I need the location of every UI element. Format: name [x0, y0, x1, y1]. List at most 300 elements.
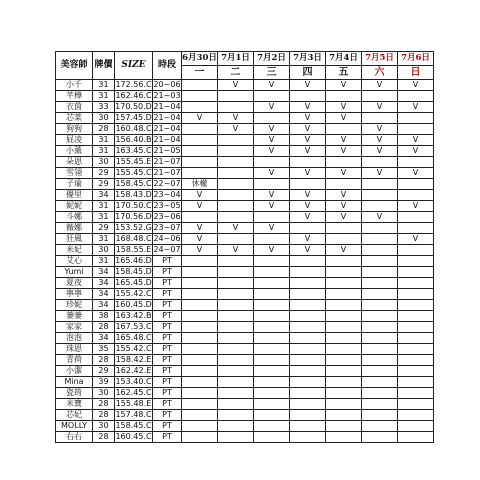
day-cell [362, 157, 398, 168]
day-cell [290, 410, 326, 421]
size-cell: 157.45.D [115, 113, 152, 122]
table-row [56, 410, 434, 421]
day-cell [398, 157, 434, 168]
day-cell: V [326, 80, 362, 91]
name-cell: 寧寧 [56, 289, 93, 300]
slot-cell: 23~05 [153, 201, 181, 210]
day-cell [254, 421, 290, 432]
day-cell [290, 322, 326, 333]
day-cell [290, 179, 326, 190]
day-cell [398, 223, 434, 234]
day-cell [182, 80, 218, 91]
day-cell [362, 223, 398, 234]
slot-cell: PT [153, 322, 182, 333]
day-cell [254, 377, 290, 388]
day-cell [290, 399, 326, 410]
header-date: 7月1日 [218, 52, 254, 66]
day-cell [290, 91, 326, 102]
number-cell: 34 [93, 300, 115, 311]
day-cell [254, 399, 290, 410]
day-cell [254, 322, 290, 333]
day-cell [218, 432, 254, 443]
day-cell [182, 366, 218, 377]
day-cell: V [290, 245, 326, 256]
table-row [56, 157, 434, 168]
size-cell: 153.52.G [115, 223, 152, 232]
day-cell: V [362, 80, 398, 91]
day-cell [362, 91, 398, 102]
day-cell [398, 399, 434, 410]
day-cell [218, 333, 254, 344]
name-cell: 家家 [56, 322, 93, 333]
day-cell [398, 113, 434, 124]
slot-cell: PT [153, 256, 182, 267]
table-row [56, 190, 434, 201]
day-cell [254, 113, 290, 124]
day-cell: V [290, 201, 326, 212]
day-cell: V [398, 146, 434, 157]
size-cell: 165.48.C [115, 333, 152, 342]
name-cell: 米妃 [56, 245, 93, 256]
name-cell: 衣茵 [56, 102, 93, 113]
day-cell [362, 113, 398, 124]
slot-cell: PT [153, 432, 182, 443]
slot-cell: PT [153, 377, 182, 388]
header-slot: 時段 [153, 52, 182, 80]
day-cell: V [254, 80, 290, 91]
day-cell [182, 168, 218, 179]
slot-cell: PT [153, 267, 182, 278]
day-cell [290, 355, 326, 366]
day-cell [326, 234, 362, 245]
day-cell [182, 102, 218, 113]
table-row [56, 146, 434, 157]
day-cell [398, 289, 434, 300]
day-cell [398, 410, 434, 421]
slot-cell: 21~05 [153, 146, 181, 155]
number-cell: 34 [93, 278, 115, 289]
day-cell [218, 102, 254, 113]
slot-cell: PT [153, 410, 182, 421]
table-row [56, 311, 434, 322]
day-cell [254, 366, 290, 377]
day-cell [182, 157, 218, 168]
size-cell: 163.45.C [115, 146, 152, 155]
name-cell: 優里 [56, 190, 93, 201]
schedule-table [55, 51, 434, 443]
day-cell [254, 344, 290, 355]
name-cell: 妮妮 [56, 201, 93, 212]
slot-cell: 20~06 [153, 80, 181, 89]
size-cell: 155.48.E [115, 399, 152, 408]
day-cell [290, 432, 326, 443]
name-cell: 芯妃 [56, 410, 93, 421]
day-cell [182, 300, 218, 311]
day-cell [362, 267, 398, 278]
day-cell [182, 256, 218, 267]
day-cell [182, 289, 218, 300]
table-row [56, 355, 434, 366]
day-cell: V [182, 234, 218, 245]
table-row [56, 333, 434, 344]
header-date: 7月2日 [254, 52, 290, 66]
number-cell: 28 [93, 410, 115, 421]
day-cell [326, 344, 362, 355]
number-cell: 28 [93, 124, 115, 135]
table-row [56, 256, 434, 267]
number-cell: 31 [93, 256, 115, 267]
day-cell: V [398, 201, 434, 212]
day-cell [326, 124, 362, 135]
day-cell [182, 322, 218, 333]
table-row [56, 377, 434, 388]
slot-cell: 21~04 [153, 135, 181, 144]
table-row [56, 124, 434, 135]
number-cell: 31 [93, 91, 115, 102]
name-cell: Yumi [56, 267, 93, 278]
slot-cell: 21~07 [153, 157, 181, 166]
number-cell: 39 [93, 377, 115, 388]
day-cell: V [218, 113, 254, 124]
day-cell [362, 410, 398, 421]
size-cell: 163.42.B [115, 311, 152, 320]
header-date: 7月3日 [290, 52, 326, 66]
table-row [56, 135, 434, 146]
size-cell: 158.45.C [115, 421, 152, 430]
day-cell [254, 256, 290, 267]
slot-cell: PT [153, 300, 182, 311]
day-cell [398, 300, 434, 311]
slot-cell: PT [153, 355, 182, 366]
number-cell: 38 [93, 311, 115, 322]
name-cell: 米寶 [56, 399, 93, 410]
day-cell: V [398, 80, 434, 91]
slot-cell: 22~07 [153, 179, 181, 188]
table-row [56, 267, 434, 278]
size-cell: 167.53.C [115, 322, 152, 331]
size-cell: 160.48.C [115, 124, 152, 133]
day-cell [182, 124, 218, 135]
day-cell [182, 399, 218, 410]
day-cell [362, 201, 398, 212]
day-cell [362, 245, 398, 256]
day-cell [398, 256, 434, 267]
table-row [56, 80, 434, 91]
day-cell [290, 333, 326, 344]
name-cell: 小千 [56, 80, 93, 91]
number-cell: 31 [93, 234, 115, 245]
day-cell [182, 421, 218, 432]
table-row [56, 234, 434, 245]
day-cell [398, 267, 434, 278]
day-cell: V [182, 201, 218, 212]
day-cell [290, 366, 326, 377]
table-row [56, 102, 434, 113]
header-weekday: 二 [218, 66, 254, 80]
day-cell [362, 432, 398, 443]
day-cell [326, 421, 362, 432]
size-cell: 155.45.C [115, 168, 152, 177]
day-cell [362, 278, 398, 289]
slot-cell: PT [153, 388, 182, 399]
day-cell [218, 355, 254, 366]
day-cell [398, 311, 434, 322]
header-name: 美容師 [56, 52, 93, 80]
size-cell: 156.40.B [115, 135, 152, 144]
day-cell [218, 157, 254, 168]
number-cell: 31 [93, 80, 115, 91]
day-cell [182, 333, 218, 344]
day-cell: V [362, 124, 398, 135]
slot-cell: 21~04 [153, 113, 181, 122]
header-date: 6月30日 [182, 52, 218, 66]
slot-cell: PT [153, 278, 182, 289]
slot-cell: PT [153, 333, 182, 344]
size-cell: 162.42.E [115, 366, 152, 375]
day-cell [398, 366, 434, 377]
number-cell: 29 [93, 223, 115, 234]
day-cell [254, 432, 290, 443]
day-cell [326, 157, 362, 168]
number-cell: 31 [93, 146, 115, 157]
day-cell [362, 311, 398, 322]
size-cell: 162.46.C [115, 91, 152, 100]
day-cell [398, 322, 434, 333]
day-cell: V [326, 245, 362, 256]
day-cell [398, 377, 434, 388]
header-date: 7月4日 [326, 52, 362, 66]
day-cell [326, 377, 362, 388]
size-cell: 168.48.C [115, 234, 152, 243]
day-cell: V [362, 146, 398, 157]
size-cell: 162.45.C [115, 388, 152, 397]
day-cell [362, 399, 398, 410]
day-cell [218, 399, 254, 410]
table-row [56, 212, 434, 223]
day-cell: V [254, 223, 290, 234]
table-row [56, 168, 434, 179]
day-cell [290, 223, 326, 234]
day-cell [326, 223, 362, 234]
day-cell [326, 91, 362, 102]
name-cell: 萋萋 [56, 311, 93, 322]
day-cell [290, 344, 326, 355]
name-cell: 雪翎 [56, 168, 93, 179]
day-cell: V [290, 146, 326, 157]
name-cell: 芯菜 [56, 113, 93, 124]
day-cell [362, 421, 398, 432]
name-cell: 瓷筠 [56, 388, 93, 399]
slot-cell: 23~04 [153, 190, 181, 199]
name-cell: 狗狗 [56, 124, 93, 135]
header-date: 7月5日 [362, 52, 398, 66]
name-cell: 泡泡 [56, 333, 93, 344]
name-cell: 芊樺 [56, 91, 93, 102]
number-cell: 34 [93, 267, 115, 278]
day-cell: V [182, 245, 218, 256]
size-cell: 170.56.D [115, 212, 152, 221]
table-row [56, 344, 434, 355]
header-date: 7月6日 [398, 52, 434, 66]
day-cell: V [182, 113, 218, 124]
slot-cell: PT [153, 289, 182, 300]
day-cell [218, 91, 254, 102]
day-cell [326, 432, 362, 443]
day-cell [182, 388, 218, 399]
table-row [56, 223, 434, 234]
day-cell [362, 179, 398, 190]
table-row [56, 399, 434, 410]
day-cell [254, 212, 290, 223]
day-cell: V [182, 190, 218, 201]
day-cell [326, 278, 362, 289]
date-header-row [56, 52, 434, 66]
day-cell [326, 256, 362, 267]
day-cell [254, 300, 290, 311]
day-cell: V [182, 223, 218, 234]
size-cell: 170.50.C [115, 201, 152, 210]
day-cell: V [254, 201, 290, 212]
name-cell: 朵恩 [56, 157, 93, 168]
size-cell: 158.45.C [115, 179, 152, 188]
number-cell: 31 [93, 212, 115, 223]
header-weekday: 五 [326, 66, 362, 80]
name-cell: 艾心 [56, 256, 93, 267]
day-cell: V [398, 168, 434, 179]
day-cell: V [290, 113, 326, 124]
day-cell [218, 388, 254, 399]
header-weekday: 六 [362, 66, 398, 80]
number-cell: 33 [93, 102, 115, 113]
day-cell [326, 333, 362, 344]
day-cell [290, 377, 326, 388]
day-cell [362, 322, 398, 333]
day-cell [218, 278, 254, 289]
day-cell [218, 311, 254, 322]
day-cell [218, 344, 254, 355]
day-cell [182, 377, 218, 388]
table-row [56, 322, 434, 333]
day-cell [254, 333, 290, 344]
day-cell [182, 91, 218, 102]
schedule-body [56, 80, 434, 443]
day-cell [254, 91, 290, 102]
day-cell [326, 267, 362, 278]
day-cell [290, 388, 326, 399]
name-cell: 珠恩 [56, 344, 93, 355]
table-row [56, 245, 434, 256]
day-cell: V [326, 201, 362, 212]
name-cell: 右右 [56, 432, 93, 443]
day-cell [254, 278, 290, 289]
day-cell: V [290, 102, 326, 113]
name-cell: MOLLY [56, 421, 93, 432]
number-cell: 30 [93, 245, 115, 256]
day-cell [182, 212, 218, 223]
day-cell [398, 355, 434, 366]
day-cell: V [254, 102, 290, 113]
day-cell [290, 421, 326, 432]
day-cell [362, 234, 398, 245]
name-cell: 青荷 [56, 355, 93, 366]
day-cell [362, 388, 398, 399]
slot-cell: 21~07 [153, 168, 181, 177]
name-cell: 珍妮 [56, 300, 93, 311]
table-row [56, 300, 434, 311]
slot-cell: PT [153, 366, 182, 377]
name-cell: 斗娜 [56, 212, 93, 223]
day-cell [254, 388, 290, 399]
day-cell [218, 179, 254, 190]
day-cell [290, 278, 326, 289]
day-cell: V [254, 168, 290, 179]
day-cell [254, 355, 290, 366]
name-cell: 小薰 [56, 146, 93, 157]
day-cell [290, 267, 326, 278]
day-cell [182, 344, 218, 355]
number-cell: 29 [93, 168, 115, 179]
slot-cell: PT [153, 399, 182, 410]
day-cell [254, 179, 290, 190]
day-cell: V [362, 212, 398, 223]
size-cell: 160.45.C [115, 432, 152, 441]
slot-cell: 24~06 [153, 234, 181, 243]
day-cell [254, 234, 290, 245]
day-cell [218, 377, 254, 388]
day-cell: V [290, 190, 326, 201]
day-cell [218, 190, 254, 201]
number-cell: 29 [93, 366, 115, 377]
day-cell: V [254, 124, 290, 135]
day-cell [362, 366, 398, 377]
number-cell: 30 [93, 157, 115, 168]
day-cell: V [326, 212, 362, 223]
slot-cell: 23~06 [153, 212, 181, 221]
size-cell: 158.55.E [115, 245, 152, 254]
header-size: SIZE [115, 52, 153, 80]
day-cell [326, 322, 362, 333]
day-cell [182, 355, 218, 366]
table-row [56, 432, 434, 443]
header-weekday: 四 [290, 66, 326, 80]
day-cell [254, 289, 290, 300]
day-cell [326, 366, 362, 377]
number-cell: 30 [93, 421, 115, 432]
size-cell: 155.42.C [115, 344, 152, 353]
slot-cell: 23~07 [153, 223, 181, 232]
header-weekday: 三 [254, 66, 290, 80]
day-cell [254, 267, 290, 278]
number-cell: 34 [93, 289, 115, 300]
day-cell: V [326, 135, 362, 146]
table-row [56, 113, 434, 124]
number-cell: 28 [93, 322, 115, 333]
day-cell [398, 212, 434, 223]
day-cell [290, 311, 326, 322]
day-cell: V [254, 190, 290, 201]
name-cell: 薇娜 [56, 223, 93, 234]
day-cell: V [290, 234, 326, 245]
day-cell [218, 366, 254, 377]
number-cell: 30 [93, 388, 115, 399]
day-cell: V [362, 102, 398, 113]
day-cell [182, 432, 218, 443]
day-cell: V [326, 113, 362, 124]
day-cell [398, 344, 434, 355]
day-cell [182, 311, 218, 322]
size-cell: 165.46.D [115, 256, 152, 265]
day-cell [326, 300, 362, 311]
